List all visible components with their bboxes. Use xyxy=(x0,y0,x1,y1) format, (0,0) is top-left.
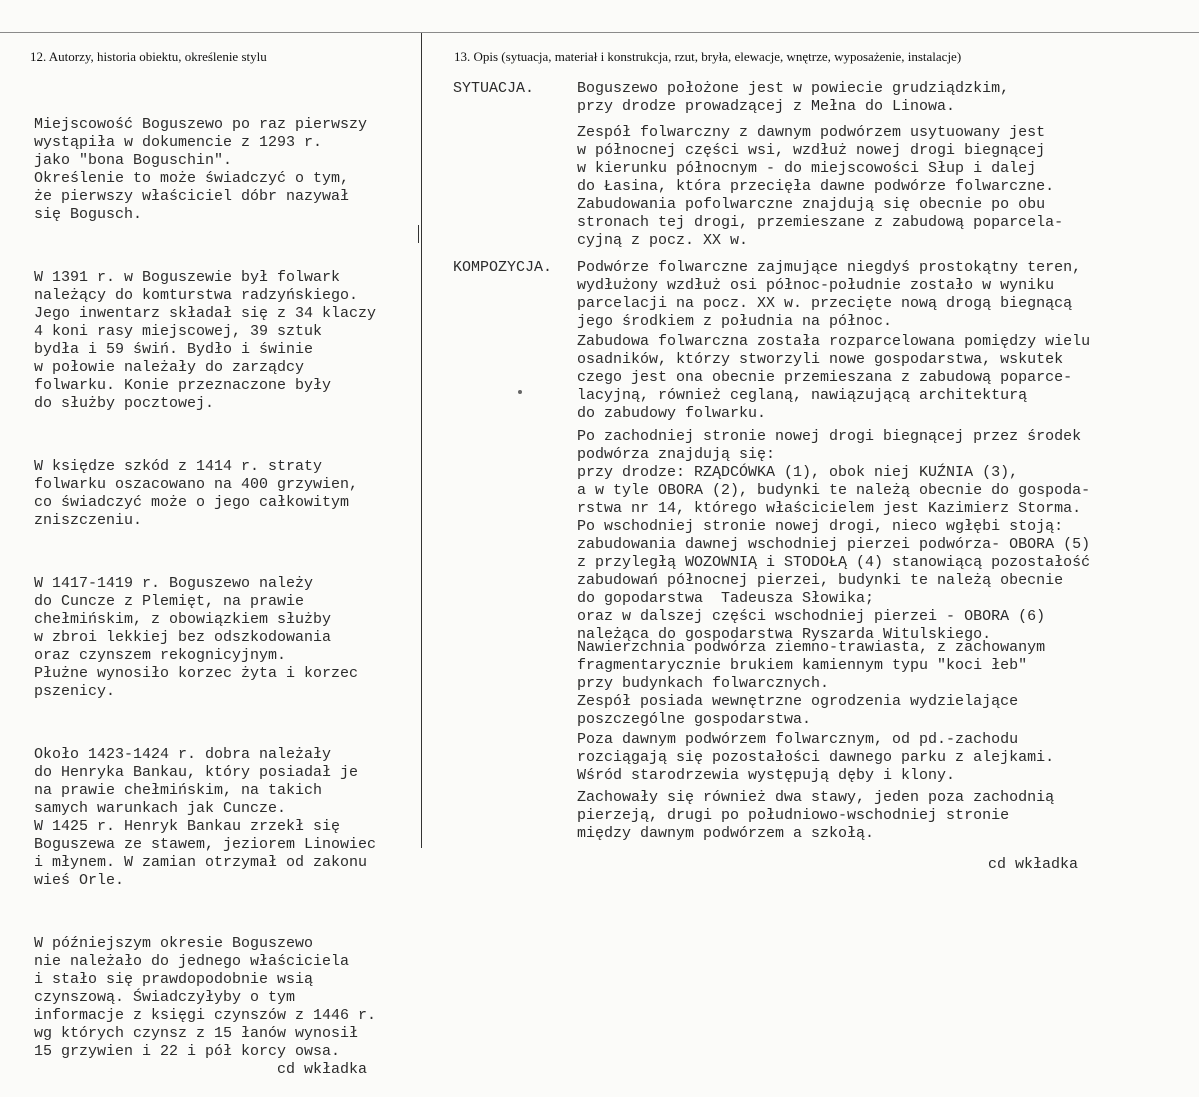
sytuacja-paragraph: Zespół folwarczny z dawnym podwórzem usytuowany jest w północnej części wsi, wzdłuż nowej drogi biegnącej w kierunku północnym - do miejscowości Słup i dalej do Łasina, która przecięła dawne podwórze folwarczne. Zabudowania pofolwarczne znajdują się obecnie po obu stronach tej drogi, przemieszane z zabudową poparcela- cyjną z pocz. XX w. xyxy=(577,124,1064,249)
history-paragraph: W księdze szkód z 1414 r. straty folwarku oszacowano na 400 grzywien, co świadczyć może o jego całkowitym zniszczeniu. xyxy=(34,458,359,529)
kompozycja-paragraph: Zachowały się również dwa stawy, jeden poza zachodnią pierzeją, drugi po południowo-wschodniej stronie między dawnym podwórzem a szkołą. xyxy=(577,789,1055,842)
kompozycja-paragraph: Zabudowa folwarczna została rozparcelowana pomiędzy wielu osadników, którzy stworzyli nowe gospodarstwa, wskutek czego jest ona obecnie przemieszana z zabudową poparce- lacyjną, również ceglaną, nawiązującą architekturą do zabudowy folwarku. xyxy=(577,333,1091,422)
top-rule xyxy=(0,32,1199,33)
history-paragraph: W późniejszym okresie Boguszewo nie należało do jednego właściciela i stało się prawdopodobnie wsią czynszową. Świadczyłyby o tym informacje z księgi czynszów z 1446 r. wg których czynsz z 15 łanów wynosił 15 grzywien i 22 i pół korcy owsa. cd wkładka xyxy=(34,935,377,1078)
continuation-note: cd wkładka xyxy=(988,856,1079,873)
history-paragraph: W 1417-1419 r. Boguszewo należy do Cuncze z Plemięt, na prawie chełmińskim, z obowiązkiem służby w zbroi lekkiej bez odszkodowania oraz czynszem rekognicyjnym. Płużne wynosiło korzec żyta i korzec pszenicy. xyxy=(34,575,359,700)
kompozycja-paragraph: Podwórze folwarczne zajmujące niegdyś prostokątny teren, wydłużony wzdłuż osi północ-południe zostało w wyniku parcelacji na pocz. XX w. przecięte nową drogą biegnącą jego środkiem z południa na północ. xyxy=(577,259,1082,330)
margin-mark xyxy=(418,225,422,243)
column-divider xyxy=(421,33,422,848)
sytuacja-label: SYTUACJA. xyxy=(453,80,535,97)
kompozycja-label: KOMPOZYCJA. xyxy=(453,259,553,276)
ink-spot xyxy=(518,390,522,394)
sytuacja-paragraph: Boguszewo położone jest w powiecie grudziądzkim, przy drodze prowadzącej z Mełna do Linowa. xyxy=(577,80,1010,115)
kompozycja-paragraph: Po zachodniej stronie nowej drogi biegnącej przez środek podwórza znajdują się: przy drodze: RZĄDCÓWKA (1), obok niej KUŹNIA (3), a w tyle OBORA (2), budynki te należą obecnie do gospoda- rstwa nr 14, którego właścicielem jest Kazimierz Storma. Po wschodniej stronie nowej drogi, nieco wgłębi stoją: zabudowania dawnej wschodniej pierzei podwórza- OBORA (5) z przyległą WOZOWNIĄ i STODOŁĄ (4) stanowiącą pozostałość zabudowań północnej pierzei, budynki te należą obecnie do gopodarstwa Tadeusza Słowika; oraz w dalszej części wschodniej pierzei - OBORA (6) należąca do gospodarstwa Ryszarda Witulskiego. xyxy=(577,428,1091,643)
left-section-header: 12. Autorzy, historia obiektu, określenie stylu xyxy=(30,49,267,64)
history-paragraph: W 1391 r. w Boguszewie był folwark należący do komturstwa radzyńskiego. Jego inwentarz składał się z 34 klaczy 4 koni rasy miejscowej, 39 sztuk bydła i 59 świń. Bydło i świnie w połowie należały do zarządcy folwarku. Konie przeznaczone były do służby pocztowej. xyxy=(34,269,377,412)
kompozycja-paragraph: Nawierzchnia podwórza ziemno-trawiasta, z zachowanym fragmentarycznie brukiem kamiennym typu "koci łeb" przy budynkach folwarcznych. Zespół posiada wewnętrzne ogrodzenia wydzielające poszczególne gospodarstwa. xyxy=(577,639,1046,728)
right-section-header: 13. Opis (sytuacja, materiał i konstrukcja, rzut, bryła, elewacje, wnętrze, wyposażenie, instalacje) xyxy=(454,49,962,64)
history-paragraph: Około 1423-1424 r. dobra należały do Henryka Bankau, który posiadał je na prawie chełmińskim, na takich samych warunkach jak Cuncze. W 1425 r. Henryk Bankau zrzekł się Boguszewa ze stawem, jeziorem Linowiec i młynem. W zamian otrzymał od zakonu wieś Orle. xyxy=(34,746,377,889)
history-column xyxy=(34,80,376,1097)
kompozycja-paragraph: Poza dawnym podwórzem folwarcznym, od pd.-zachodu rozciągają się pozostałości dawnego parku z alejkami. Wśród starodrzewia występują dęby i klony. xyxy=(577,731,1055,784)
history-paragraph: Miejscowość Boguszewo po raz pierwszy wystąpiła w dokumencie z 1293 r. jako "bona Boguschin". Określenie to może świadczyć o tym, że pierwszy właściciel dóbr nazywał się Bogusch. xyxy=(34,116,368,223)
